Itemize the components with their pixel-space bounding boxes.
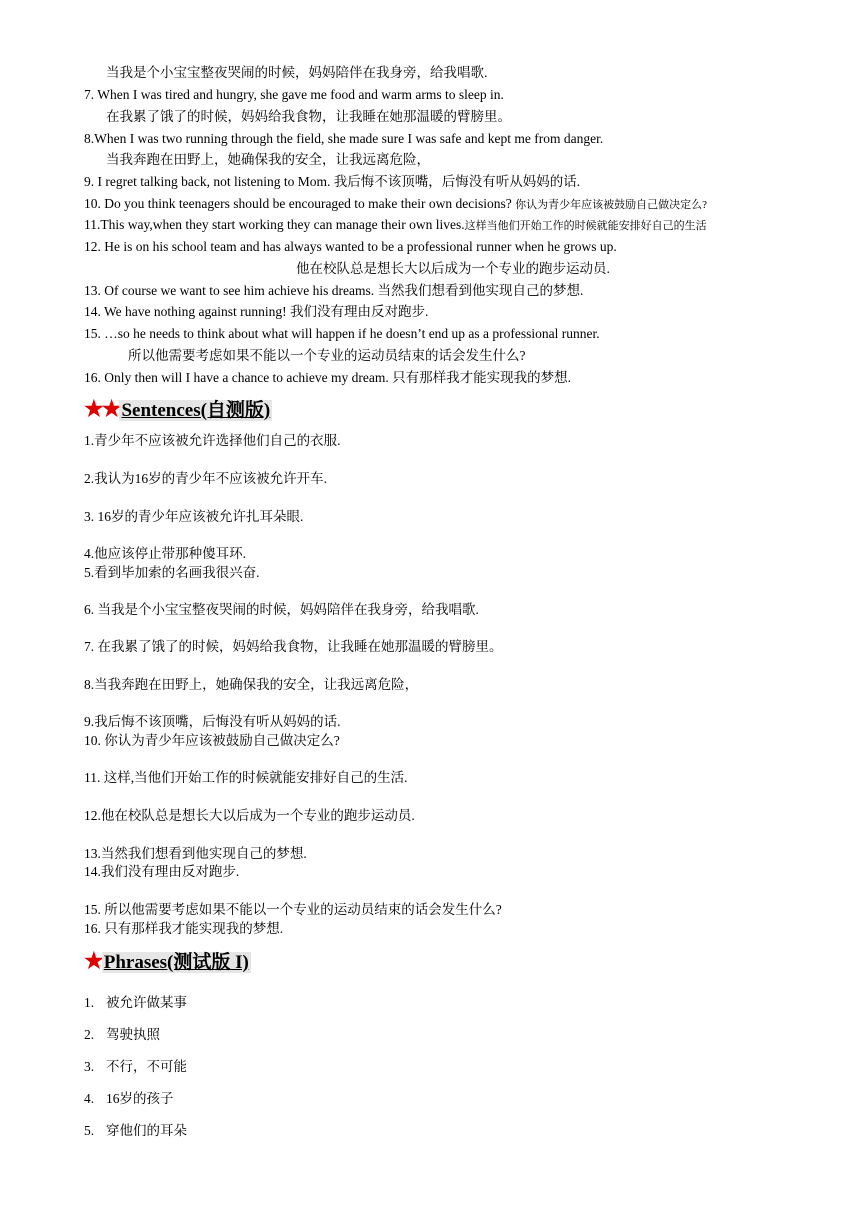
sentence-item: 4.他应该停止带那种傻耳环.: [84, 546, 246, 561]
phrase-item: [84, 1058, 187, 1076]
line-7-chinese: 在我累了饿了的时候，妈妈给我食物，让我睡在她那温暖的臂膀里。: [106, 109, 511, 124]
line-8-chinese: 当我奔跑在田野上，她确保我的安全，让我远离危险，: [106, 152, 430, 167]
line-14: 14. We have nothing against running! 我们没有理由反对跑步.: [84, 304, 429, 319]
line-12-chinese: 他在校队总是想长大以后成为一个专业的跑步运动员.: [296, 261, 610, 276]
line-10-chinese: 你认为青少年应该被鼓励自己做决定么?: [515, 199, 708, 211]
line-7-english: 7. When I was tired and hungry, she gave me food and warm arms to sleep in.: [84, 87, 504, 102]
phrase-number: 5.: [84, 1123, 95, 1138]
sentence-item: 2.我认为16岁的青少年不应该被允许开车.: [84, 471, 327, 486]
phrase-item: [84, 994, 187, 1012]
phrase-number: 3.: [84, 1059, 95, 1074]
sentence-item: 12.他在校队总是想长大以后成为一个专业的跑步运动员.: [84, 808, 415, 823]
sentence-item: 5.看到毕加索的名画我很兴奋.: [84, 565, 260, 580]
sentence-item: 15. 所以他需要考虑如果不能以一个专业的运动员结束的话会发生什么?: [84, 902, 502, 917]
line-15-chinese: 所以他需要考虑如果不能以一个专业的运动员结束的话会发生什么?: [128, 348, 526, 363]
line-16: 16. Only then will I have a chance to achieve my dream. 只有那样我才能实现我的梦想.: [84, 370, 572, 385]
line-10: [84, 195, 707, 214]
sentence-item: 13.当然我们想看到他实现自己的梦想.: [84, 846, 307, 861]
phrase-number: 1.: [84, 995, 95, 1010]
sentence-item: 1.青少年不应该被允许选择他们自己的衣服.: [84, 433, 341, 448]
phrase-item: [84, 1090, 174, 1108]
line-6-chinese: 当我是个小宝宝整夜哭闹的时候，妈妈陪伴在我身旁，给我唱歌.: [106, 65, 488, 80]
phrase-number: 2.: [84, 1027, 95, 1042]
line-11-chinese: 这样当他们开始工作的时候就能安排好自己的生活: [464, 220, 707, 232]
line-13: 13. Of course we want to see him achieve his dreams. 当然我们想看到他实现自己的梦想.: [84, 283, 584, 298]
sentence-item: 6. 当我是个小宝宝整夜哭闹的时候，妈妈陪伴在我身旁，给我唱歌.: [84, 602, 479, 617]
sentence-item: 10. 你认为青少年应该被鼓励自己做决定么?: [84, 733, 340, 748]
sentence-item: 9.我后悔不该顶嘴，后悔没有听从妈妈的话.: [84, 714, 341, 729]
phrases-heading-title: Phrases(测试版 I): [103, 952, 249, 973]
line-8-english: 8.When I was two running through the field, she made sure I was safe and kept me from danger.: [84, 131, 604, 146]
phrase-text: 16岁的孩子: [106, 1091, 174, 1106]
sentence-item: 8.当我奔跑在田野上，她确保我的安全，让我远离危险，: [84, 677, 419, 692]
sentence-item: 14.我们没有理由反对跑步.: [84, 864, 240, 879]
phrase-number: 4.: [84, 1091, 95, 1106]
sentence-item: 11. 这样,当他们开始工作的时候就能安排好自己的生活.: [84, 770, 408, 785]
sentence-item: 3. 16岁的青少年应该被允许扎耳朵眼.: [84, 509, 304, 524]
star-icon: ★: [84, 948, 102, 973]
sentences-heading-title: Sentences(自测版): [121, 400, 271, 421]
phrase-text: 不行，不可能: [106, 1059, 187, 1074]
line-9: 9. I regret talking back, not listening to Mom. 我后悔不该顶嘴，后悔没有听从妈妈的话.: [84, 174, 581, 189]
phrase-item: [84, 1026, 160, 1044]
line-10-english: 10. Do you think teenagers should be encouraged to make their own decisions?: [84, 196, 516, 211]
line-11: [84, 216, 707, 235]
line-11-english: 11.This way,when they start working they can manage their own lives.: [84, 217, 465, 232]
sentences-heading: [84, 396, 272, 424]
phrase-item: [84, 1122, 187, 1140]
line-12-english: 12. He is on his school team and has always wanted to be a professional runner when he grows up.: [84, 239, 617, 254]
sentence-item: 7. 在我累了饿了的时候，妈妈给我食物，让我睡在她那温暖的臂膀里。: [84, 639, 503, 654]
line-15-english: 15. …so he needs to think about what will happen if he doesn’t end up as a professional runner.: [84, 326, 600, 341]
phrase-text: 被允许做某事: [106, 995, 187, 1010]
phrase-text: 驾驶执照: [106, 1027, 160, 1042]
phrases-heading: [84, 948, 251, 976]
sentence-item: 16. 只有那样我才能实现我的梦想.: [84, 921, 284, 936]
phrase-text: 穿他们的耳朵: [106, 1123, 187, 1138]
star-icon: ★★: [84, 396, 120, 421]
